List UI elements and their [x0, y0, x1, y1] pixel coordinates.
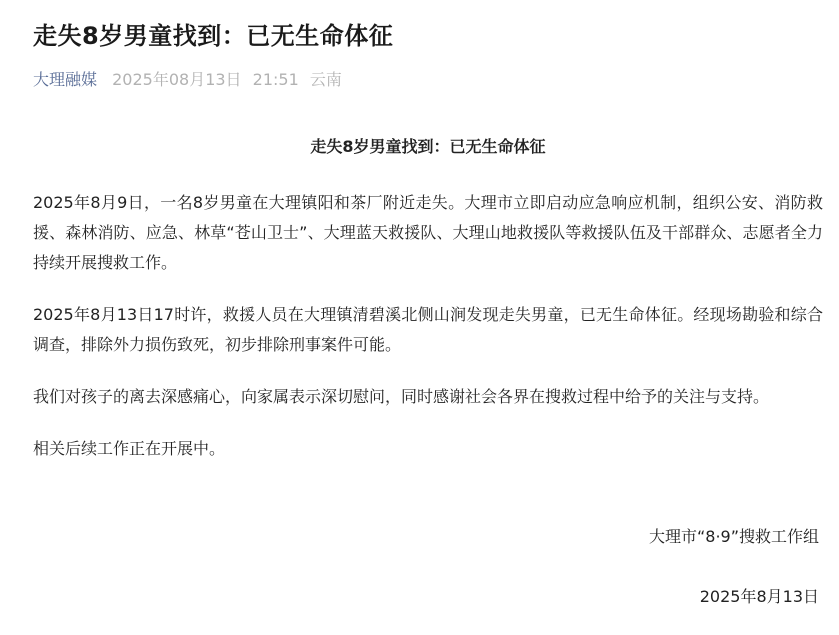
publish-location: 云南 — [309, 70, 342, 89]
signature-date: 2025年8月13日 — [699, 587, 819, 606]
publish-time: 21:51 — [252, 70, 299, 89]
paragraph-4: 相关后续工作正在开展中。 — [33, 439, 226, 458]
body-heading: 走失8岁男童找到：已无生命体征 — [310, 137, 546, 156]
account-name-link[interactable]: 大理融媒 — [33, 70, 98, 89]
article-meta — [33, 68, 348, 92]
paragraph-3: 我们对孩子的离去深感痛心，向家属表示深切慰问，同时感谢社会各界在搜救过程中给予的关注与支持。 — [33, 387, 770, 406]
article-title: 走失8岁男童找到：已无生命体征 — [33, 22, 394, 50]
article-body — [33, 134, 823, 486]
paragraph-2: 2025年8月13日17时许，救援人员在大理镇清碧溪北侧山涧发现走失男童，已无生命体征。经现场勘验和综合调查，排除外力损伤致死，初步排除刑事案件可能。 — [33, 305, 823, 354]
publish-date: 2025年08月13日 — [112, 70, 242, 89]
signature: 大理市“8·9”搜救工作组 — [648, 527, 819, 546]
paragraph-1: 2025年8月9日，一名8岁男童在大理镇阳和茶厂附近走失。大理市立即启动应急响应机制，组织公安、消防救援、森林消防、应急、林草“苍山卫士”、大理蓝天救援队、大理山地救援队等救援队伍及干部群众、志愿者全力持续开展搜救工作。 — [33, 193, 823, 272]
